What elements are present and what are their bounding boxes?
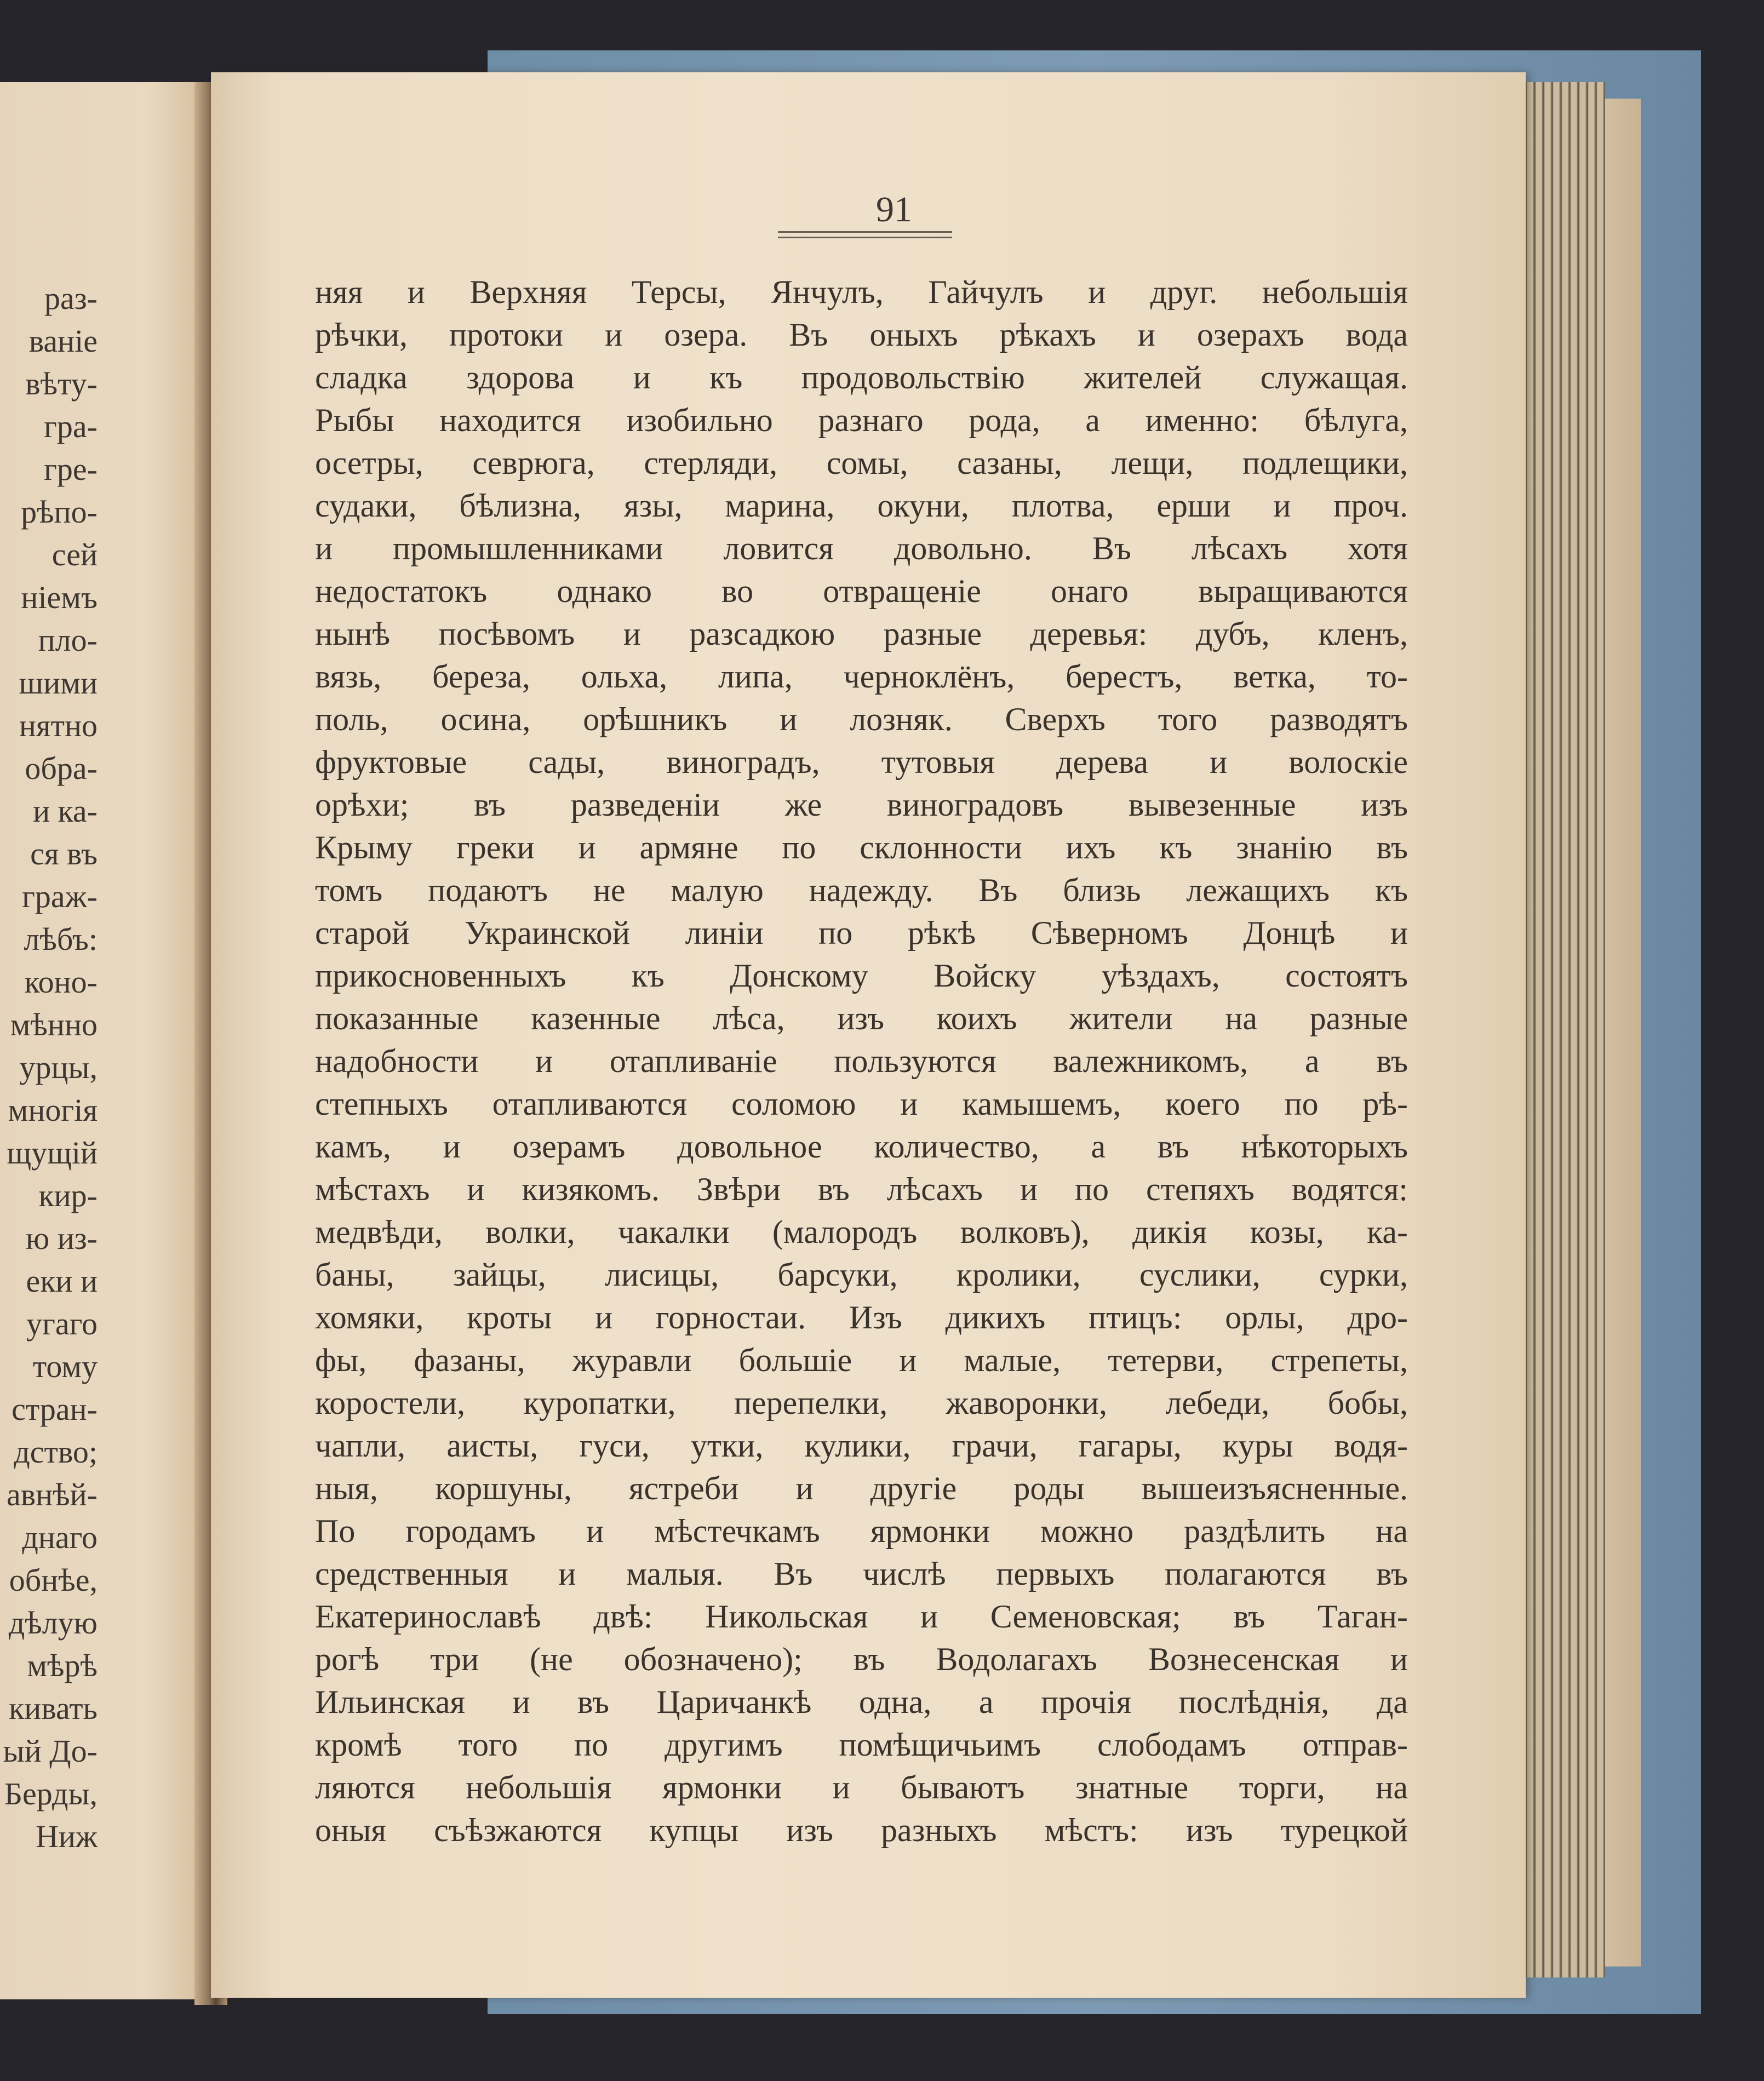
left-page-line: граж-: [22, 879, 98, 914]
left-page-text: [0, 277, 98, 1858]
left-page-line: щущій: [7, 1135, 98, 1171]
left-page-line: коно-: [24, 964, 98, 1000]
left-page-line: стран-: [12, 1391, 98, 1427]
text-line: камъ, и озерамъ довольное количество, а въ нѣкоторыхъ: [315, 1128, 1408, 1165]
left-page-line: раз-: [44, 280, 98, 316]
text-line: фы, фазаны, журавли большіе и малые, тетерви, стрепеты,: [315, 1342, 1408, 1378]
text-line: няя и Верхняя Терсы, Янчулъ, Гайчулъ и друг. небольшія: [315, 274, 1408, 310]
text-line: нынѣ посѣвомъ и разсадкою разные деревья: дубъ, кленъ,: [315, 616, 1408, 652]
text-line: По городамъ и мѣстечкамъ ярмонки можно раздѣлить на: [315, 1513, 1408, 1549]
text-line: Рыбы находится изобильно разнаго рода, а именно: бѣлуга,: [315, 402, 1408, 438]
left-page-line: днаго: [22, 1520, 98, 1555]
header-rule-bottom: [778, 237, 952, 238]
left-page-line: ый До-: [3, 1733, 98, 1769]
left-page-line: ваніе: [28, 323, 98, 359]
left-page-line: обра-: [25, 750, 98, 786]
text-line: Ильинская и въ Царичанкѣ одна, а прочія послѣднія, да: [315, 1684, 1408, 1720]
left-page-line: и ка-: [33, 793, 98, 829]
text-line: надобности и отапливаніе пользуются валежникомъ, а въ: [315, 1043, 1408, 1079]
left-page-line: дѣлую: [8, 1605, 98, 1641]
text-line: орѣхи; въ разведеніи же виноградовъ вывезенные изъ: [315, 787, 1408, 823]
text-line: Екатеринославѣ двѣ: Никольская и Семеновская; въ Таган-: [315, 1598, 1408, 1635]
text-line: ляются небольшія ярмонки и бываютъ знатные торги, на: [315, 1769, 1408, 1805]
main-text-block: [315, 271, 1408, 1851]
header-rule-top: [778, 231, 952, 233]
left-page-line: вѣту-: [25, 366, 98, 402]
text-line: прикосновенныхъ къ Донскому Войску уѣздахъ, состоятъ: [315, 958, 1408, 994]
left-page-line: лѣбъ:: [24, 921, 98, 957]
text-line: фруктовые сады, виноградъ, тутовыя дерева и волоскіе: [315, 744, 1408, 780]
left-page-line: мѣрѣ: [27, 1648, 98, 1683]
left-page-line: угаго: [26, 1306, 98, 1342]
left-page-line: дство;: [14, 1434, 98, 1470]
left-page-line: шими: [19, 665, 98, 701]
text-line: вязь, береза, ольха, липа, черноклёнъ, берестъ, ветка, то-: [315, 658, 1408, 695]
left-page-line: многія: [8, 1092, 98, 1128]
left-page-line: обнѣе,: [9, 1562, 98, 1598]
text-line: Крыму греки и армяне по склонности ихъ къ знанію въ: [315, 829, 1408, 865]
text-line: недостатокъ однако во отвращеніе онаго выращиваются: [315, 573, 1408, 609]
left-page-line: еки и: [26, 1263, 98, 1299]
text-line: рѣчки, протоки и озера. Въ оныхъ рѣкахъ и озерахъ вода: [315, 317, 1408, 353]
text-line: судаки, бѣлизна, язы, марина, окуни, плотва, ерши и проч.: [315, 488, 1408, 524]
left-page-line: ся въ: [30, 836, 98, 872]
text-line: оныя съѣзжаются купцы изъ разныхъ мѣстъ: изъ турецкой: [315, 1812, 1408, 1848]
left-page-line: урцы,: [19, 1050, 98, 1085]
text-line: медвѣди, волки, чакалки (малородъ волковъ), дикія козы, ка-: [315, 1214, 1408, 1250]
left-page-line: Берды,: [4, 1776, 98, 1811]
text-line: сладка здорова и къ продовольствію жителей служащая.: [315, 359, 1408, 395]
text-line: хомяки, кроты и горностаи. Изъ дикихъ птицъ: орлы, дро-: [315, 1299, 1408, 1335]
page-number: 91: [876, 190, 912, 230]
left-page-line: мѣнно: [10, 1007, 98, 1042]
left-page-line: сей: [51, 537, 98, 572]
text-line: ныя, коршуны, ястреби и другіе роды вышеизъясненные.: [315, 1470, 1408, 1506]
text-line: и промышленниками ловится довольно. Въ лѣсахъ хотя: [315, 530, 1408, 566]
text-line: коростели, куропатки, перепелки, жаворонки, лебеди, бобы,: [315, 1385, 1408, 1421]
text-line: кромѣ того по другимъ помѣщичьимъ слободамъ отправ-: [315, 1727, 1408, 1763]
left-page-line: ю из-: [25, 1220, 98, 1256]
left-page-line: кивать: [9, 1690, 98, 1726]
text-line: мѣстахъ и кизякомъ. Звѣри въ лѣсахъ и по степяхъ водятся:: [315, 1171, 1408, 1207]
text-line: средственныя и малыя. Въ числѣ первыхъ полагаются въ: [315, 1556, 1408, 1592]
left-page-line: рѣпо-: [21, 494, 98, 530]
left-page-line: гра-: [44, 409, 98, 444]
left-page-line: гре-: [44, 451, 98, 487]
text-line: рогѣ три (не обозначено); въ Водолагахъ Вознесенская и: [315, 1641, 1408, 1677]
left-page-line: кир-: [38, 1178, 98, 1213]
left-page-line: нятно: [19, 708, 98, 743]
text-line: степныхъ отапливаются соломою и камышемъ, коего по рѣ-: [315, 1086, 1408, 1122]
text-line: осетры, севрюга, стерляди, сомы, сазаны, лещи, подлещики,: [315, 445, 1408, 481]
left-page-line: пло-: [38, 622, 98, 658]
left-page-line: тому: [32, 1349, 98, 1384]
text-line: поль, осина, орѣшникъ и лозняк. Сверхъ того разводятъ: [315, 701, 1408, 737]
text-line: старой Украинской линіи по рѣкѣ Сѣверномъ Донцѣ и: [315, 915, 1408, 951]
text-line: показанные казенные лѣса, изъ коихъ жители на разные: [315, 1000, 1408, 1036]
left-page-line: ніемъ: [21, 580, 98, 615]
text-line: баны, зайцы, лисицы, барсуки, кролики, суслики, сурки,: [315, 1257, 1408, 1293]
text-line: чапли, аисты, гуси, утки, кулики, грачи, гагары, куры водя-: [315, 1428, 1408, 1464]
left-page-line: авнѣй-: [6, 1477, 98, 1512]
text-line: томъ подаютъ не малую надежду. Въ близь лежащихъ къ: [315, 872, 1408, 908]
left-page-line: Ниж: [36, 1819, 98, 1854]
